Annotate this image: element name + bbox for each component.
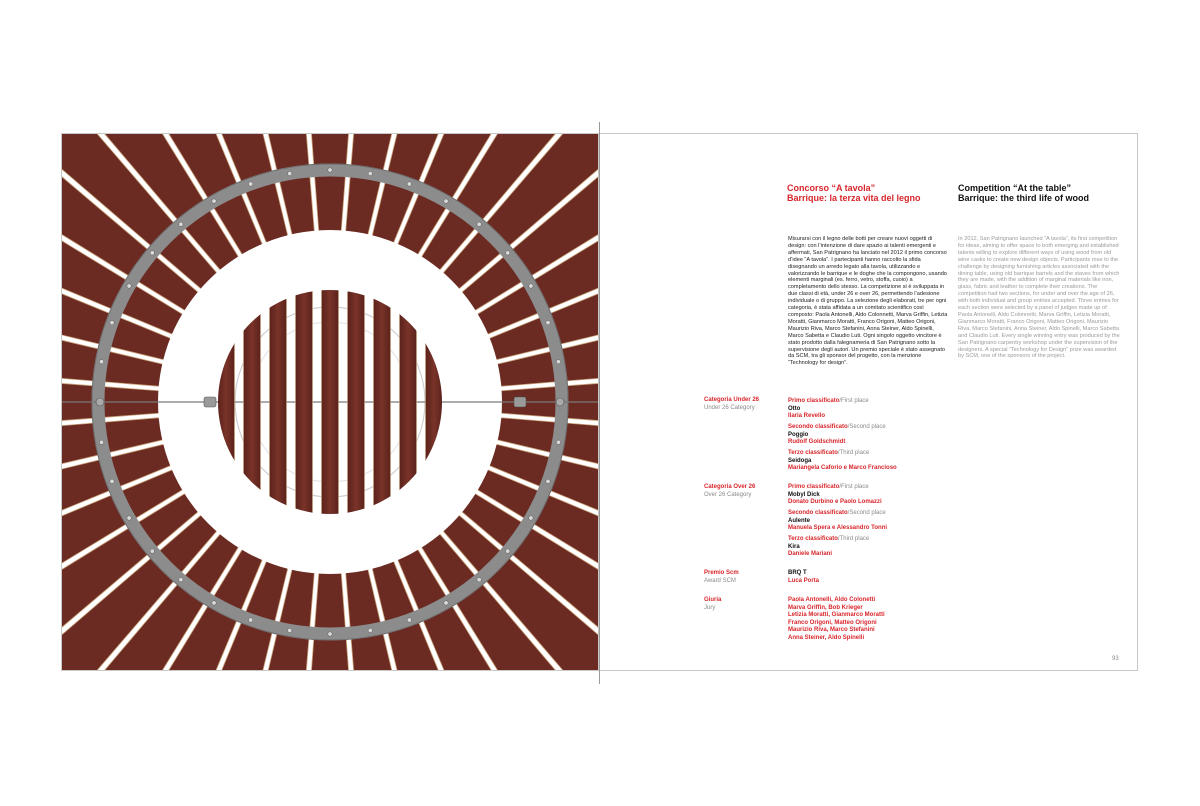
category-under26-label: Categoria Under 26 [704, 397, 760, 403]
wire-anchor [556, 398, 564, 406]
entry-author: Donato Durbino e Paolo Lomazzi [788, 499, 882, 506]
entry-author: Luca Porta [788, 577, 820, 584]
entry-name: Poggio [788, 431, 809, 438]
hoop-rivet [110, 479, 114, 483]
over26-second-entry [788, 510, 988, 533]
center-plank [270, 287, 287, 517]
hoop-rivet [407, 182, 411, 186]
hoop-rivet [556, 440, 560, 444]
category-scm [704, 570, 784, 585]
entry-label-en: /Second place [847, 424, 886, 430]
center-plank [322, 287, 339, 517]
title-english [958, 183, 1128, 203]
category-over26-label: Categoria Over 26 [704, 484, 756, 490]
title-italian-line1: Concorso “A tavola” [787, 183, 876, 193]
entry-label: Terzo classificato [788, 450, 838, 456]
entry-author: Rudolf Goldschmidt [788, 439, 846, 446]
entry-label: Secondo classificato [788, 424, 848, 430]
hoop-rivet [529, 516, 533, 520]
hoop-rivet [546, 320, 550, 324]
hoop-rivet [529, 284, 533, 288]
entry-label: Primo classificato [788, 398, 840, 404]
hoop-rivet [407, 618, 411, 622]
entry-label-en: /Third place [837, 536, 870, 542]
under26-first-entry [788, 398, 988, 421]
center-plank [348, 287, 365, 517]
jury-line: Anna Steiner, Aldo Spinelli [788, 634, 865, 641]
category-jury-label: Giuria [704, 597, 722, 603]
category-scm-label-en: Award SCM [704, 577, 736, 584]
entry-name: Seidoga [788, 457, 812, 464]
category-jury-label-en: Jury [704, 604, 716, 611]
entry-label: Primo classificato [788, 484, 840, 490]
entry-label-en: /Third place [837, 450, 870, 456]
body-paragraph-english: In 2012, San Patrignano launched “A tavola”, its first competition for ideas, aiming to offer space to both emerging and established talents willing to explore different ways of using wood from old wine casks to create new design objects. Participants rose to the challenge by designing furnishing articles associated with the dining table, using old barrique barrels and the staves from which they are made, with the addition of marginal materials like iron, glass, fabric and leather to complete their creations. The competition had two sections, for under and over the age of 26, with both individual and group entries accepted. Three entries for each section were selected by a panel of judges made up of: Paola Antonelli, Aldo Colonnetti, Marva Griffin, Letizia Moratti, Gianmarco Moratti, Franco Origoni, Matteo Origoni, Maurizio Riva, Marco Stefanini, Anna Steiner, Aldo Spinelli, Marco Sabetta and Claudio Luti. Every single winning entry was produced by the San Patrignano carpentry workshop under the supervision of the designers. A special “Technology for Design” prize was awarded by SCM, one of the sponsors of the project. [958, 236, 1120, 360]
hoop-rivet [288, 171, 292, 175]
hoop-rivet [328, 168, 332, 172]
jury-line: Paola Antonelli, Aldo Colonetti [788, 597, 876, 603]
entry-author: Daniele Mariani [788, 551, 833, 558]
hoop-rivet [110, 320, 114, 324]
hoop-rivet [212, 199, 216, 203]
entry-name: Kira [788, 543, 800, 550]
jury-line: Marva Griffin, Bob Krieger [788, 604, 863, 611]
entry-name: Aulente [788, 517, 811, 524]
hoop-rivet [506, 251, 510, 255]
under26-third-entry [788, 450, 988, 473]
hoop-rivet [99, 440, 103, 444]
category-under26-label-en: Under 26 Category [704, 404, 755, 411]
jury-line: Franco Origoni, Matteo Origoni [788, 619, 877, 626]
hoop-rivet [546, 479, 550, 483]
entry-label-en: /Second place [847, 510, 886, 516]
wire-anchor [96, 398, 104, 406]
hoop-rivet [248, 182, 252, 186]
hoop-rivet [444, 601, 448, 605]
entry-name: Mobyl Dick [788, 491, 820, 498]
hoop-rivet [127, 516, 131, 520]
left-clamp [204, 397, 216, 407]
title-english-line2: Barrique: the third life of wood [958, 193, 1089, 203]
entry-author: Mariangela Caforio e Marco Francioso [788, 465, 897, 472]
hoop-rivet [127, 284, 131, 288]
hoop-rivet [288, 628, 292, 632]
entry-label: Terzo classificato [788, 536, 838, 542]
category-scm-label: Premio Scm [704, 570, 739, 576]
center-plank [374, 287, 391, 517]
hoop-rivet [150, 251, 154, 255]
under26-second-entry [788, 424, 988, 447]
over26-first-entry [788, 484, 988, 507]
page-number: 93 [1112, 656, 1119, 662]
entry-label: Secondo classificato [788, 510, 848, 516]
jury-line: Maurizio Riva, Marco Stefanini [788, 627, 875, 634]
body-text-italian [788, 236, 950, 367]
entry-label-en: /First place [839, 484, 869, 490]
entry-name: Otto [788, 405, 801, 412]
body-paragraph-italian: Misurarsi con il legno delle botti per creare nuovi oggetti di design: con l’intenzione di dare spazio ai talenti emergenti e affermati, San Patrignano ha lanciato nel 2012 il primo concorso d’idee “A tavola”. I partecipanti hanno raccolto la sfida disegnando un arredo legato alla tavola, utilizzando e valorizzando le barrique e le doghe che la compongono, usando elementi marginali (es. ferro, vetro, stoffa, cuoio) a completamento dello stesso. La competizione si è sviluppata in due classi di età, under 26 e over 26, permettendo l’adesione individuale o di gruppo. La selezione degli elaborati, tre per ogni categoria, è stata affidata a un comitato scientifico così composto: Paola Antonelli, Aldo Colonnetti, Marva Griffin, Letizia Moratti, Gianmarco Moratti, Franco Origoni, Matteo Origoni, Maurizio Riva, Marco Stefanini, Anna Steiner, Aldo Spinelli, Marco Sabetta e Claudio Luti. Ogni singolo oggetto vincitore è stato prodotto dalla falegnameria di San Patrignano sotto la supervisione degli autori. Un premio speciale è stato assegnato da SCM, tra gli sponsor del progetto, con la menzione “Technology for design”. [788, 236, 948, 367]
title-italian [787, 183, 957, 203]
over26-third-entry [788, 536, 988, 559]
entry-name: BRQ T [788, 570, 807, 576]
category-over26 [704, 484, 784, 499]
hoop-rivet [248, 618, 252, 622]
hoop-rivet [150, 549, 154, 553]
hoop-rivet [506, 549, 510, 553]
barrique-table-illustration [62, 134, 598, 670]
category-under26 [704, 397, 784, 412]
hoop-rivet [444, 199, 448, 203]
category-jury [704, 597, 784, 612]
title-italian-line2: Barrique: la terza vita del legno [787, 193, 921, 203]
body-text-english [958, 236, 1120, 360]
category-over26-label-en: Over 26 Category [704, 491, 752, 498]
center-plank [296, 287, 313, 517]
hoop-rivet [368, 628, 372, 632]
entry-label-en: /First place [839, 398, 869, 404]
hoop-rivet [556, 360, 560, 364]
entry-author: Ilaria Revello [788, 413, 826, 420]
entry-author: Manuela Spera e Alessandro Tonni [788, 525, 888, 532]
hoop-rivet [328, 632, 332, 636]
barrique-table-photo [61, 133, 599, 671]
hoop-rivet [477, 578, 481, 582]
hoop-rivet [179, 222, 183, 226]
right-clamp [514, 397, 526, 407]
hoop-rivet [179, 578, 183, 582]
hoop-rivet [99, 360, 103, 364]
hoop-rivet [477, 222, 481, 226]
jury-list [788, 597, 988, 643]
jury-line: Letizia Moratti, Gianmarco Moratti [788, 612, 885, 619]
scm-entry [788, 570, 988, 585]
hoop-rivet [368, 171, 372, 175]
title-english-line1: Competition “At the table” [958, 183, 1071, 193]
hoop-rivet [212, 601, 216, 605]
